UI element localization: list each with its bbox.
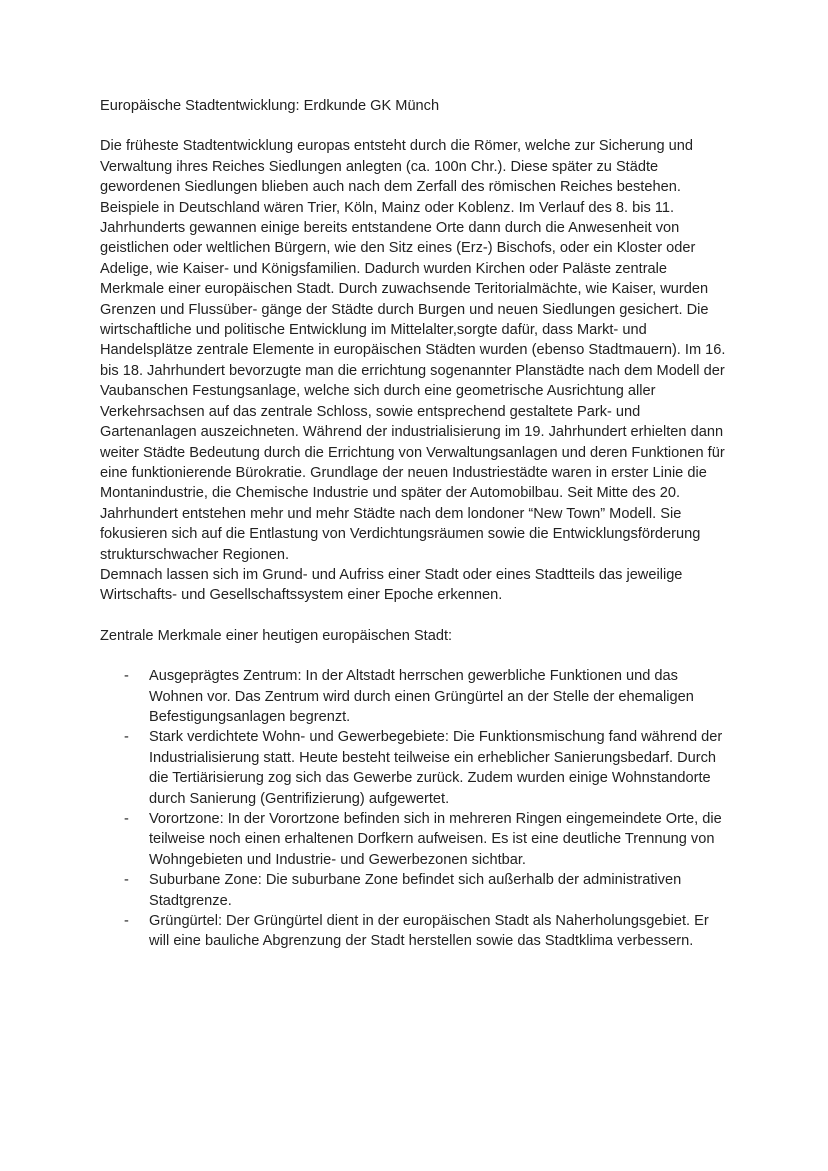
list-item-text: Suburbane Zone: Die suburbane Zone befindet sich außerhalb der administrativen Stadtgrenze. (149, 872, 682, 909)
bullet-dash: - (124, 913, 129, 930)
list-item-text: Grüngürtel: Der Grüngürtel dient in der europäischen Stadt als Naherholungsgebiet. Er will eine bauliche Abgrenzung der Stadt herstellen sowie das Stadtklima verbessern. (149, 913, 709, 950)
bullet-dash: - (124, 729, 129, 746)
list-item (100, 911, 730, 952)
bullet-dash: - (124, 668, 129, 685)
features-heading: Zentrale Merkmale einer heutigen europäischen Stadt: (100, 627, 453, 644)
features-list (100, 666, 730, 952)
document-title: Europäische Stadtentwicklung: Erdkunde GK Münch (100, 98, 440, 114)
intro-section (100, 136, 730, 605)
list-item-text: Stark verdichtete Wohn- und Gewerbegebiete: Die Funktionsmischung fand während der Industrialisierung statt. Heute besteht teilweise ein erheblicher Sanierungsbedarf. Durch die Tertiärisierung zog sich das Gewerbe zurück. Zudem wurden einige Wohnstandorte durch Sanierung (Gentrifizierung) aufgewertet. (149, 729, 723, 807)
list-item-text: Vorortzone: In der Vorortzone befinden sich in mehreren Ringen eingemeindete Orte, die teilweise noch einen erhaltenen Dorfkern aufweisen. Es ist eine deutliche Trennung von Wohngebieten und Industrie- und Gewerbezonen sichtbar. (149, 811, 722, 868)
intro-paragraph: Demnach lassen sich im Grund- und Aufriss einer Stadt oder eines Stadtteils das jeweilige Wirtschafts- und Gesellschaftssystem einer Epoche erkennen. (100, 566, 683, 604)
list-item (100, 870, 730, 911)
list-item (100, 666, 730, 727)
list-item-text: Ausgeprägtes Zentrum: In der Altstadt herrschen gewerbliche Funktionen und das Wohnen vor. Das Zentrum wird durch einen Grüngürtel an der Stelle der ehemaligen Befestigungsanlagen begrenzt. (149, 668, 694, 725)
document-page (100, 96, 730, 952)
list-item (100, 727, 730, 809)
list-item (100, 809, 730, 870)
bullet-dash: - (124, 872, 129, 889)
intro-paragraph: Die früheste Stadtentwicklung europas entsteht durch die Römer, welche zur Sicherung und Verwaltung ihres Reiches Siedlungen anlegten (ca. 100n Chr.). Diese später zu Städte gewordenen Siedlungen blieben auch nach dem Zerfall des römischen Reiches bestehen. Beispiele in Deutschland wären Trier, Köln, Mainz oder Koblenz. Im Verlauf des 8. bis 11. Jahrhunderts gewannen einige bereits entstandene Orte dann durch die Anwesenheit von geistlichen oder weltlichen Bürgern, wie den Sitz eines (Erz-) Bischofs, oder ein Kloster oder Adelige, wie Kaiser- und Königsfamilien. Dadurch wurden Kirchen oder Paläste zentrale Merkmale einer europäischen Stadt. Durch zuwachsende Teritorialmächte, wie Kaiser, wurden Grenzen und Flussüber- gänge der Städte durch Burgen und neuen Siedlungen gesichert. Die wirtschaftliche und politische Entwicklung im Mittelalter,sorgte dafür, dass Markt- und Handelsplätze zentrale Elemente in europäischen Städten wurden (ebenso Stadtmauern). Im 16. bis 18. Jahrhundert bevorzugte man die errichtung sogenannter Planstädte nach dem Modell der Vaubanschen Festungsanlage, welche sich durch eine geometrische Ausrichtung aller Verkehrsachsen auf das zentrale Schloss, sowie entsprechend gestaltete Park- und Gartenanlagen auszeichneten. Während der industrialisierung im 19. Jahrhundert erhielten dann weiter Städte Bedeutung durch die Errichtung von Verwaltungsanlagen und deren Funktionen für eine funktionierende Bürokratie. Grundlage der neuen Industriestädte waren in erster Linie die Montanindustrie, die Chemische Industrie und später der Automobilbau. Seit Mitte des 20. Jahrhundert entstehen mehr und mehr Städte nach dem londoner “New Town” Modell. Sie fokusieren sich auf die Entlastung von Verdichtungsräumen sowie die Entwicklungsförderung strukturschwacher Regionen. (100, 138, 726, 563)
bullet-dash: - (124, 811, 129, 827)
